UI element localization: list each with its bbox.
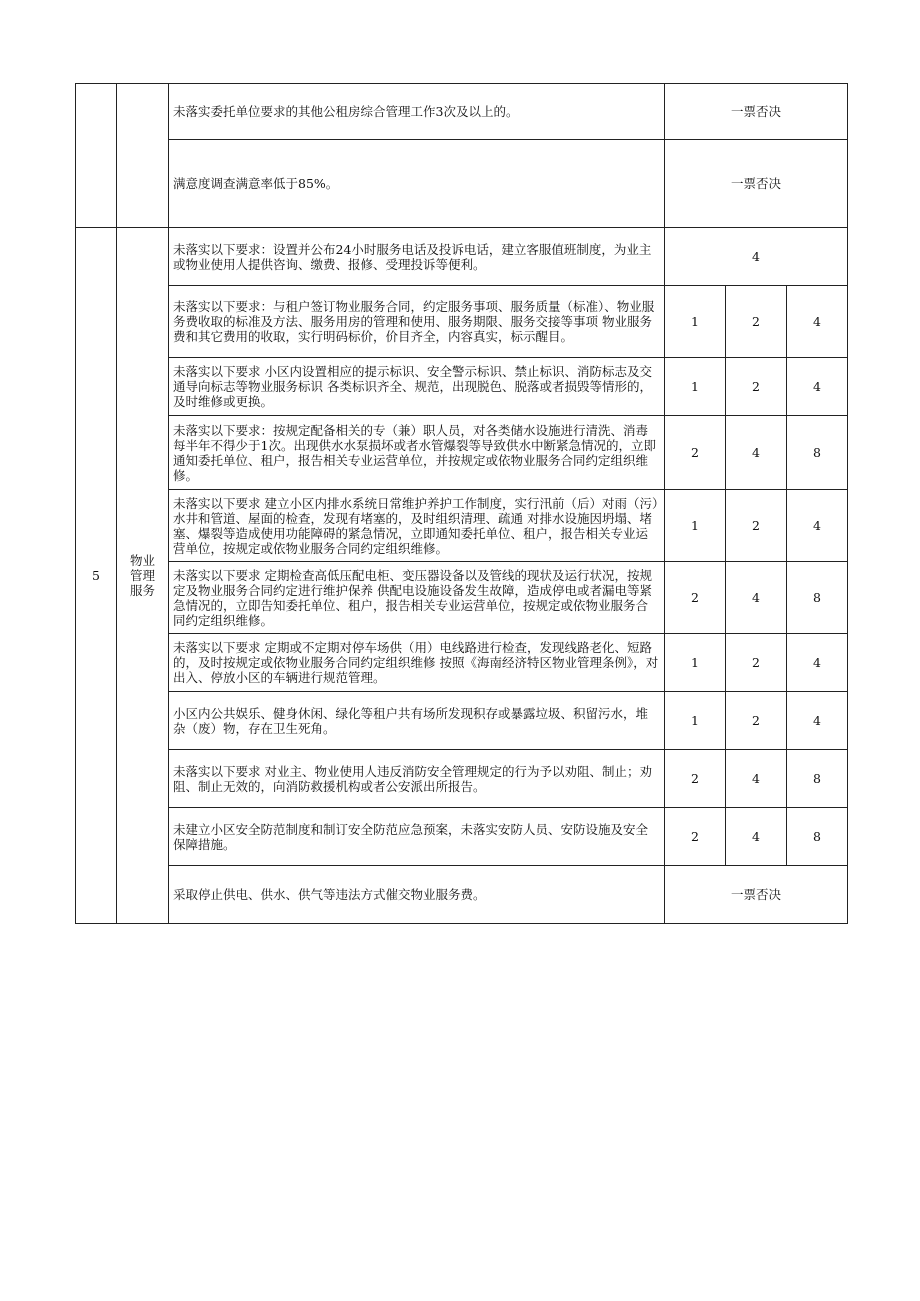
score-level-2: 4: [726, 808, 787, 866]
score-level-3: 4: [787, 286, 848, 358]
veto-result: 一票否决: [665, 140, 848, 228]
score-level-2: 4: [726, 562, 787, 634]
score-level-2: 4: [726, 416, 787, 490]
table-row: [76, 416, 848, 490]
table-row: [76, 808, 848, 866]
category-cell: [117, 84, 169, 228]
criteria-text: 未落实以下要求 对业主、物业使用人违反消防安全管理规定的行为予以劝阻、制止；劝阻、制止无效的，向消防救援机构或者公安派出所报告。: [169, 750, 665, 808]
criteria-text: 未落实以下要求：设置并公布24小时服务电话及投诉电话，建立客服值班制度，为业主或物业使用人提供咨询、缴费、报修、受理投诉等便利。: [169, 228, 665, 286]
table-row: [76, 490, 848, 562]
veto-result: 一票否决: [665, 84, 848, 140]
score-level-2: 2: [726, 634, 787, 692]
score-level-1: 1: [665, 490, 726, 562]
criteria-text: 未落实委托单位要求的其他公租房综合管理工作3次及以上的。: [169, 84, 665, 140]
score-level-3: 8: [787, 750, 848, 808]
table-row: [76, 692, 848, 750]
table-row: [76, 84, 848, 140]
table-row: [76, 634, 848, 692]
criteria-text: 未落实以下要求：按规定配备相关的专（兼）职人员，对各类储水设施进行清洗、消毒每半年不得少于1次。出现供水水泵损坏或者水管爆裂等导致供水中断紧急情况的，立即通知委托单位、租户，报告相关专业运营单位，并按规定或依物业服务合同约定组织维修。: [169, 416, 665, 490]
criteria-text: 采取停止供电、供水、供气等违法方式催交物业服务费。: [169, 866, 665, 924]
table-row: [76, 750, 848, 808]
criteria-text: 未落实以下要求：与租户签订物业服务合同，约定服务事项、服务质量（标准）、物业服务费收取的标准及方法、服务用房的管理和使用、服务期限、服务交接等事项 物业服务费和其它费用的收取，实行明码标价，价目齐全，内容真实，标示醒目。: [169, 286, 665, 358]
criteria-text: 未落实以下要求 建立小区内排水系统日常维护养护工作制度，实行汛前（后）对雨（污）水井和管道、屋面的检查，发现有堵塞的，及时组织清理、疏通 对排水设施因坍塌、堵塞、爆裂等造成使用功能障碍的紧急情况，立即通知委托单位、租户，报告相关专业运营单位，按规定或依物业服务合同约定组织维修。: [169, 490, 665, 562]
table-row: [76, 286, 848, 358]
score-level-2: 2: [726, 490, 787, 562]
evaluation-table: [75, 83, 848, 924]
score-level-2: 2: [726, 692, 787, 750]
table-row: [76, 140, 848, 228]
score-level-1: 2: [665, 562, 726, 634]
table-row: [76, 562, 848, 634]
criteria-text: 未落实以下要求 小区内设置相应的提示标识、安全警示标识、禁止标识、消防标志及交通导向标志等物业服务标识 各类标识齐全、规范，出现脱色、脱落或者损毁等情形的，及时维修或更换。: [169, 358, 665, 416]
score-level-3: 8: [787, 562, 848, 634]
score-level-2: 2: [726, 358, 787, 416]
score-level-1: 1: [665, 286, 726, 358]
criteria-text: 小区内公共娱乐、健身休闲、绿化等租户共有场所发现积存或暴露垃圾、积留污水，堆杂（废）物，存在卫生死角。: [169, 692, 665, 750]
score-level-1: 2: [665, 808, 726, 866]
table-row: [76, 866, 848, 924]
table-row: [76, 228, 848, 286]
score-level-3: 4: [787, 634, 848, 692]
score-level-2: 2: [726, 286, 787, 358]
score-level-3: 4: [787, 358, 848, 416]
score-level-3: 8: [787, 416, 848, 490]
score-level-1: 2: [665, 416, 726, 490]
score-level-3: 4: [787, 490, 848, 562]
veto-result: 一票否决: [665, 866, 848, 924]
criteria-text: 未落实以下要求 定期检查高低压配电柜、变压器设备以及管线的现状及运行状况，按规定及物业服务合同约定进行维护保养 供配电设施设备发生故障，造成停电或者漏电等紧急情况的，立即告知委托单位、租户，报告相关专业运营单位，按规定或依物业服务合同约定组织维修。: [169, 562, 665, 634]
score-level-1: 1: [665, 358, 726, 416]
criteria-text: 未落实以下要求 定期或不定期对停车场供（用）电线路进行检查，发现线路老化、短路的，及时按规定或依物业服务合同约定组织维修 按照《海南经济特区物业管理条例》，对出入、停放小区的车辆进行规范管理。: [169, 634, 665, 692]
score-level-1: 2: [665, 750, 726, 808]
score-level-3: 4: [787, 692, 848, 750]
criteria-text: 未建立小区安全防范制度和制订安全防范应急预案，未落实安防人员、安防设施及安全保障措施。: [169, 808, 665, 866]
number-cell: [76, 84, 117, 228]
section-number: 5: [76, 228, 117, 924]
score-level-3: 8: [787, 808, 848, 866]
criteria-text: 满意度调查满意率低于85%。: [169, 140, 665, 228]
table-row: [76, 358, 848, 416]
section-category: 物业管理服务: [117, 228, 169, 924]
score-value: 4: [665, 228, 848, 286]
score-level-2: 4: [726, 750, 787, 808]
score-level-1: 1: [665, 634, 726, 692]
score-level-1: 1: [665, 692, 726, 750]
